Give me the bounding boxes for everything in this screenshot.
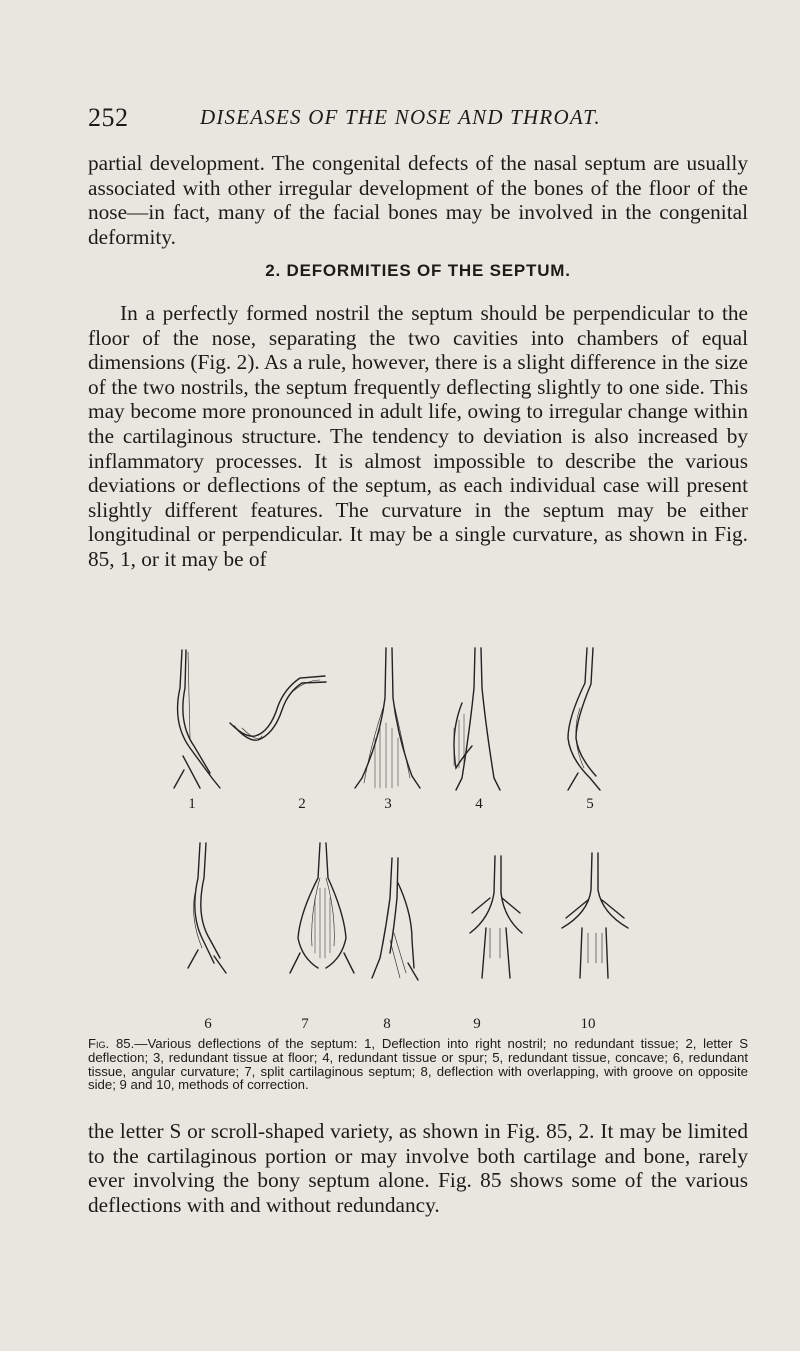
- figure-label-4: 4: [475, 796, 483, 812]
- caption-text: —Various deflections of the septum: 1, Deflection into right nostril; no redundant tissue; 2, letter S deflection; 3, redundant tissue at floor; 4, redundant tissue or spur; 5, redundant tissue, concave; 6, redundant tissue, angular curvature; 7, split cartilaginous septum; 8, deflection with overlapping, with groove on opposite side; 9 and 10, methods of correction.: [88, 1036, 748, 1093]
- septum-drawing-8: [372, 858, 418, 980]
- figure-label-8: 8: [383, 1016, 391, 1032]
- figure-label-9: 9: [473, 1016, 481, 1032]
- running-head: DISEASES OF THE NOSE AND THROAT.: [200, 105, 601, 129]
- figure-label-10: 10: [580, 1016, 596, 1032]
- septum-drawing-1: [174, 650, 220, 788]
- septum-drawing-4: [454, 648, 500, 790]
- paragraph-3: the letter S or scroll-shaped variety, as shown in Fig. 85, 2. It may be limited to the cartilaginous portion or may involve both cartilage and bone, rarely ever involving the bony septum alone. Fig. 85 shows some of the various deflections with and without redundancy.: [88, 1119, 748, 1217]
- septum-drawing-2: [230, 676, 326, 740]
- page-number: 252: [88, 103, 129, 132]
- caption-lead: Fig. 85.: [88, 1036, 135, 1051]
- figure-label-5: 5: [586, 796, 594, 812]
- septum-deflection-figure: [150, 628, 670, 1036]
- figure-label-3: 3: [384, 796, 392, 812]
- septum-drawing-7: [290, 843, 354, 973]
- page-header: [88, 103, 748, 139]
- septum-illustrations: [150, 628, 670, 1036]
- figure-label-7: 7: [301, 1016, 309, 1032]
- section-heading: 2. DEFORMITIES OF THE SEPTUM.: [265, 261, 571, 280]
- paragraph-2: In a perfectly formed nostril the septum should be perpendicular to the floor of the nose, separating the two cavities into chambers of equal dimensions (Fig. 2). As a rule, however, there is a slight difference in the size of the two nostrils, the septum frequently deflecting slightly to one side. This may become more pronounced in adult life, owing to irregular change within the cartilaginous structure. The tendency to deviation is also increased by inflammatory processes. It is almost impossible to describe the various deviations or deflections of the septum, as each individual case will present slightly different features. The curvature in the septum may be either longitudinal or perpendicular. It may be a single curvature, as shown in Fig. 85, 1, or it may be of: [88, 301, 748, 571]
- septum-drawing-9: [470, 856, 522, 978]
- septum-drawing-6: [188, 843, 226, 973]
- septum-drawing-5: [568, 648, 600, 790]
- figure-label-2: 2: [298, 796, 306, 812]
- septum-drawing-3: [355, 648, 420, 788]
- paragraph-1: partial development. The congenital defects of the nasal septum are usually associated with other irregular development of the bones of the floor of the nose—in fact, many of the facial bones may be involved in the congenital deformity.: [88, 151, 748, 249]
- figure-label-6: 6: [204, 1016, 212, 1032]
- figure-label-1: 1: [188, 796, 196, 812]
- septum-drawing-10: [562, 853, 628, 978]
- figure-caption: [88, 1037, 748, 1092]
